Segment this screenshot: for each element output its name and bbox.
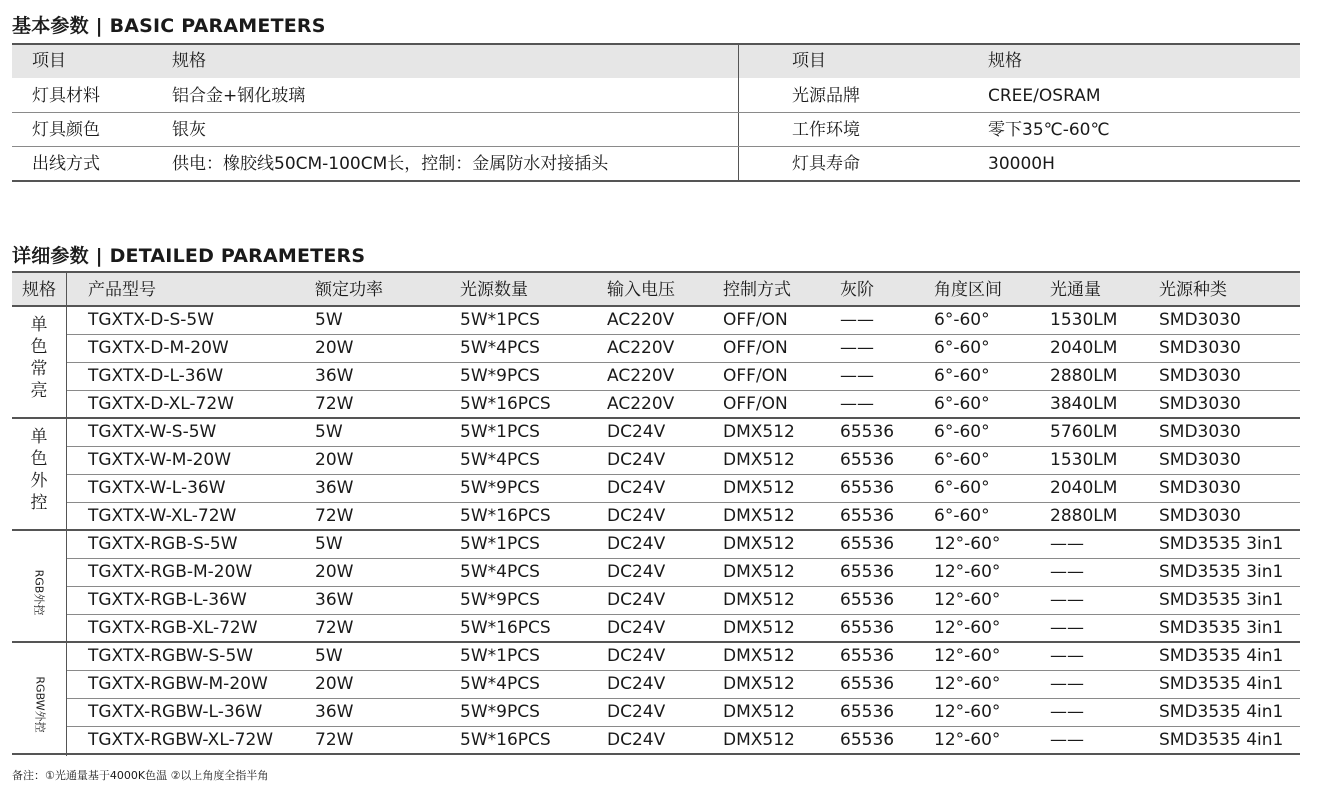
detail-cell-led-type: SMD3535 3in1 [1159,562,1284,582]
detail-cell-model: TGXTX-RGBW-XL-72W [88,730,274,750]
detail-cell-angle: 12°-60° [934,646,1001,666]
header-item-1: 项目 [32,51,66,71]
table-bottom-rule [12,753,1300,755]
detail-cell-flux: 2880LM [1050,506,1118,526]
detail-cell-model: TGXTX-RGBW-M-20W [88,674,268,694]
detail-cell-control: DMX512 [723,618,795,638]
basic-cell-item2: 灯具寿命 [792,154,860,174]
basic-cell-spec2: CREE/OSRAM [988,86,1101,106]
detail-cell-control: DMX512 [723,702,795,722]
detail-cell-power: 20W [315,674,354,694]
detail-cell-gray-scale: 65536 [840,730,895,750]
detail-cell-angle: 6°-60° [934,394,990,414]
detail-cell-led-count: 5W*4PCS [460,338,540,358]
group-divider [12,529,1300,531]
detail-cell-voltage: DC24V [607,562,666,582]
detail-cell-power: 20W [315,562,354,582]
detail-cell-led-count: 5W*16PCS [460,618,551,638]
detail-cell-control: DMX512 [723,478,795,498]
detail-cell-led-count: 5W*9PCS [460,366,540,386]
basic-cell-spec2: 30000H [988,154,1055,174]
detail-cell-angle: 12°-60° [934,618,1001,638]
detail-cell-model: TGXTX-D-L-36W [88,366,224,386]
detail-cell-control: DMX512 [723,590,795,610]
detail-cell-led-type: SMD3535 4in1 [1159,702,1284,722]
detail-cell-control: OFF/ON [723,366,788,386]
detail-cell-flux: 2040LM [1050,338,1118,358]
detail-cell-angle: 6°-60° [934,338,990,358]
detail-cell-control: OFF/ON [723,310,788,330]
detail-cell-angle: 6°-60° [934,422,990,442]
basic-cell-item2: 光源品牌 [792,86,860,106]
detail-cell-power: 5W [315,422,343,442]
header-control: 控制方式 [723,280,791,300]
detail-cell-angle: 6°-60° [934,366,990,386]
detail-cell-flux: 2040LM [1050,478,1118,498]
row-divider [67,670,1300,671]
header-angle: 角度区间 [934,280,1002,300]
detail-cell-flux: 2880LM [1050,366,1118,386]
row-divider [67,614,1300,615]
spec-group-label: 单色常亮 [30,315,48,401]
detail-cell-angle: 12°-60° [934,730,1001,750]
detail-cell-gray-scale: —— [840,338,874,358]
detail-cell-model: TGXTX-RGBW-S-5W [88,646,254,666]
detail-cell-power: 36W [315,590,354,610]
detail-cell-voltage: AC220V [607,338,675,358]
row-divider [67,698,1300,699]
detail-cell-led-type: SMD3030 [1159,478,1241,498]
header-gray-scale: 灰阶 [840,280,874,300]
detail-cell-control: DMX512 [723,422,795,442]
detail-cell-power: 5W [315,534,343,554]
detail-cell-led-count: 5W*1PCS [460,646,540,666]
detail-cell-angle: 12°-60° [934,674,1001,694]
detail-cell-voltage: DC24V [607,534,666,554]
header-spec-2: 规格 [988,51,1022,71]
detail-cell-gray-scale: 65536 [840,534,895,554]
detail-cell-led-count: 5W*9PCS [460,702,540,722]
row-divider [12,146,1300,147]
header-model: 产品型号 [88,280,156,300]
detail-cell-angle: 12°-60° [934,590,1001,610]
detail-cell-gray-scale: 65536 [840,478,895,498]
detail-cell-control: DMX512 [723,646,795,666]
detail-cell-power: 36W [315,366,354,386]
detail-cell-power: 36W [315,478,354,498]
detailed-parameters-title: 详细参数 | DETAILED PARAMETERS [12,245,366,267]
detail-cell-gray-scale: —— [840,310,874,330]
detail-cell-control: DMX512 [723,534,795,554]
detail-cell-voltage: DC24V [607,450,666,470]
detail-cell-voltage: AC220V [607,366,675,386]
detail-cell-voltage: DC24V [607,422,666,442]
basic-cell-spec1: 供电：橡胶线50CM-100CM长，控制：金属防水对接插头 [172,154,609,174]
detail-cell-led-type: SMD3030 [1159,338,1241,358]
detail-cell-led-count: 5W*4PCS [460,450,540,470]
detail-cell-control: DMX512 [723,674,795,694]
spec-group-label: 单色外控 [30,427,48,513]
group-divider [12,641,1300,643]
row-divider [67,334,1300,335]
detail-cell-led-type: SMD3030 [1159,450,1241,470]
row-divider [67,474,1300,475]
detail-cell-angle: 6°-60° [934,478,990,498]
basic-cell-item1: 灯具材料 [32,86,100,106]
detail-cell-flux: —— [1050,702,1084,722]
header-spec-1: 规格 [172,51,206,71]
basic-cell-spec2: 零下35℃-60℃ [988,120,1110,140]
detail-cell-power: 72W [315,394,354,414]
row-divider [67,446,1300,447]
detail-cell-flux: —— [1050,674,1084,694]
detail-cell-model: TGXTX-W-L-36W [88,478,226,498]
basic-parameters-title: 基本参数 | BASIC PARAMETERS [12,15,326,37]
table-bottom-rule [12,180,1300,182]
detail-cell-power: 72W [315,730,354,750]
row-divider [67,558,1300,559]
basic-cell-item1: 出线方式 [32,154,100,174]
detail-cell-model: TGXTX-D-S-5W [88,310,214,330]
detail-cell-model: TGXTX-W-S-5W [88,422,217,442]
detail-cell-angle: 12°-60° [934,702,1001,722]
basic-cell-item1: 灯具颜色 [32,120,100,140]
detail-cell-model: TGXTX-W-XL-72W [88,506,237,526]
detail-cell-led-count: 5W*16PCS [460,730,551,750]
detail-cell-flux: —— [1050,534,1084,554]
detail-cell-angle: 6°-60° [934,450,990,470]
detail-cell-led-type: SMD3535 3in1 [1159,534,1284,554]
detail-cell-flux: —— [1050,590,1084,610]
header-power: 额定功率 [315,280,383,300]
header-item-2: 项目 [792,51,826,71]
detail-cell-voltage: DC24V [607,618,666,638]
detail-cell-led-type: SMD3535 3in1 [1159,590,1284,610]
header-voltage: 输入电压 [607,280,675,300]
detail-cell-voltage: DC24V [607,506,666,526]
basic-cell-spec1: 银灰 [172,120,206,140]
detail-cell-gray-scale: 65536 [840,506,895,526]
detail-cell-led-count: 5W*9PCS [460,590,540,610]
detail-cell-control: DMX512 [723,562,795,582]
detail-cell-control: DMX512 [723,450,795,470]
spec-group-label: RGBW外控 [33,676,47,733]
detail-cell-flux: —— [1050,562,1084,582]
detail-cell-gray-scale: 65536 [840,450,895,470]
detail-cell-power: 5W [315,646,343,666]
detail-cell-led-count: 5W*4PCS [460,562,540,582]
detail-cell-led-type: SMD3030 [1159,310,1241,330]
detail-cell-led-type: SMD3535 4in1 [1159,646,1284,666]
detail-cell-gray-scale: 65536 [840,562,895,582]
detail-cell-power: 5W [315,310,343,330]
detail-cell-control: DMX512 [723,730,795,750]
detail-cell-model: TGXTX-RGB-M-20W [88,562,253,582]
detail-cell-led-count: 5W*9PCS [460,478,540,498]
detail-cell-model: TGXTX-D-XL-72W [88,394,234,414]
detail-cell-flux: 3840LM [1050,394,1118,414]
detail-cell-power: 72W [315,506,354,526]
row-divider [67,502,1300,503]
detail-cell-led-type: SMD3030 [1159,394,1241,414]
detail-cell-gray-scale: 65536 [840,674,895,694]
detail-cell-angle: 12°-60° [934,562,1001,582]
detail-cell-gray-scale: —— [840,394,874,414]
detail-cell-voltage: AC220V [607,394,675,414]
detail-cell-voltage: DC24V [607,646,666,666]
detail-cell-led-type: SMD3535 4in1 [1159,674,1284,694]
group-divider [12,305,1300,307]
detail-cell-led-count: 5W*16PCS [460,506,551,526]
detail-cell-model: TGXTX-RGB-S-5W [88,534,238,554]
detail-cell-led-type: SMD3030 [1159,422,1241,442]
detail-cell-gray-scale: 65536 [840,422,895,442]
spec-group-label: RGB外控 [32,569,46,616]
detail-cell-led-count: 5W*16PCS [460,394,551,414]
basic-cell-spec1: 铝合金+钢化玻璃 [172,86,306,106]
detail-cell-gray-scale: 65536 [840,590,895,610]
header-flux: 光通量 [1050,280,1101,300]
detail-cell-voltage: DC24V [607,730,666,750]
row-divider [67,362,1300,363]
detail-cell-power: 36W [315,702,354,722]
detail-cell-power: 20W [315,338,354,358]
detail-cell-gray-scale: 65536 [840,618,895,638]
detail-cell-led-type: SMD3535 3in1 [1159,618,1284,638]
detail-cell-flux: 1530LM [1050,450,1118,470]
row-divider [67,390,1300,391]
detail-cell-model: TGXTX-RGB-XL-72W [88,618,258,638]
detail-cell-flux: —— [1050,646,1084,666]
detail-cell-led-type: SMD3030 [1159,506,1241,526]
header-spec: 规格 [22,280,56,300]
detail-cell-voltage: DC24V [607,702,666,722]
detail-cell-angle: 6°-60° [934,506,990,526]
detail-cell-power: 20W [315,450,354,470]
detail-cell-model: TGXTX-D-M-20W [88,338,229,358]
detail-cell-model: TGXTX-RGBW-L-36W [88,702,263,722]
footnote: 备注：①光通量基于4000K色温 ②以上角度全指半角 [12,769,269,782]
detail-cell-led-count: 5W*1PCS [460,422,540,442]
detail-cell-led-type: SMD3030 [1159,366,1241,386]
detail-cell-led-count: 5W*1PCS [460,534,540,554]
detail-cell-gray-scale: 65536 [840,646,895,666]
header-led-type: 光源种类 [1159,280,1227,300]
detail-cell-voltage: DC24V [607,478,666,498]
group-divider [12,417,1300,419]
detail-cell-voltage: DC24V [607,674,666,694]
detail-cell-flux: 1530LM [1050,310,1118,330]
row-divider [67,726,1300,727]
header-led-count: 光源数量 [460,280,528,300]
detail-cell-flux: —— [1050,618,1084,638]
detail-cell-led-count: 5W*4PCS [460,674,540,694]
row-divider [12,112,1300,113]
detail-cell-led-count: 5W*1PCS [460,310,540,330]
detail-cell-control: OFF/ON [723,338,788,358]
detail-cell-angle: 6°-60° [934,310,990,330]
detail-cell-voltage: DC24V [607,590,666,610]
detail-cell-voltage: AC220V [607,310,675,330]
detail-cell-control: DMX512 [723,506,795,526]
detail-cell-gray-scale: 65536 [840,702,895,722]
detail-cell-model: TGXTX-RGB-L-36W [88,590,247,610]
basic-cell-item2: 工作环境 [792,120,860,140]
detail-cell-control: OFF/ON [723,394,788,414]
row-divider [67,586,1300,587]
detail-cell-led-type: SMD3535 4in1 [1159,730,1284,750]
detail-cell-angle: 12°-60° [934,534,1001,554]
detail-cell-gray-scale: —— [840,366,874,386]
detail-cell-model: TGXTX-W-M-20W [88,450,232,470]
detail-cell-flux: 5760LM [1050,422,1118,442]
detail-cell-flux: —— [1050,730,1084,750]
spec-column-divider [66,273,67,756]
detail-cell-power: 72W [315,618,354,638]
